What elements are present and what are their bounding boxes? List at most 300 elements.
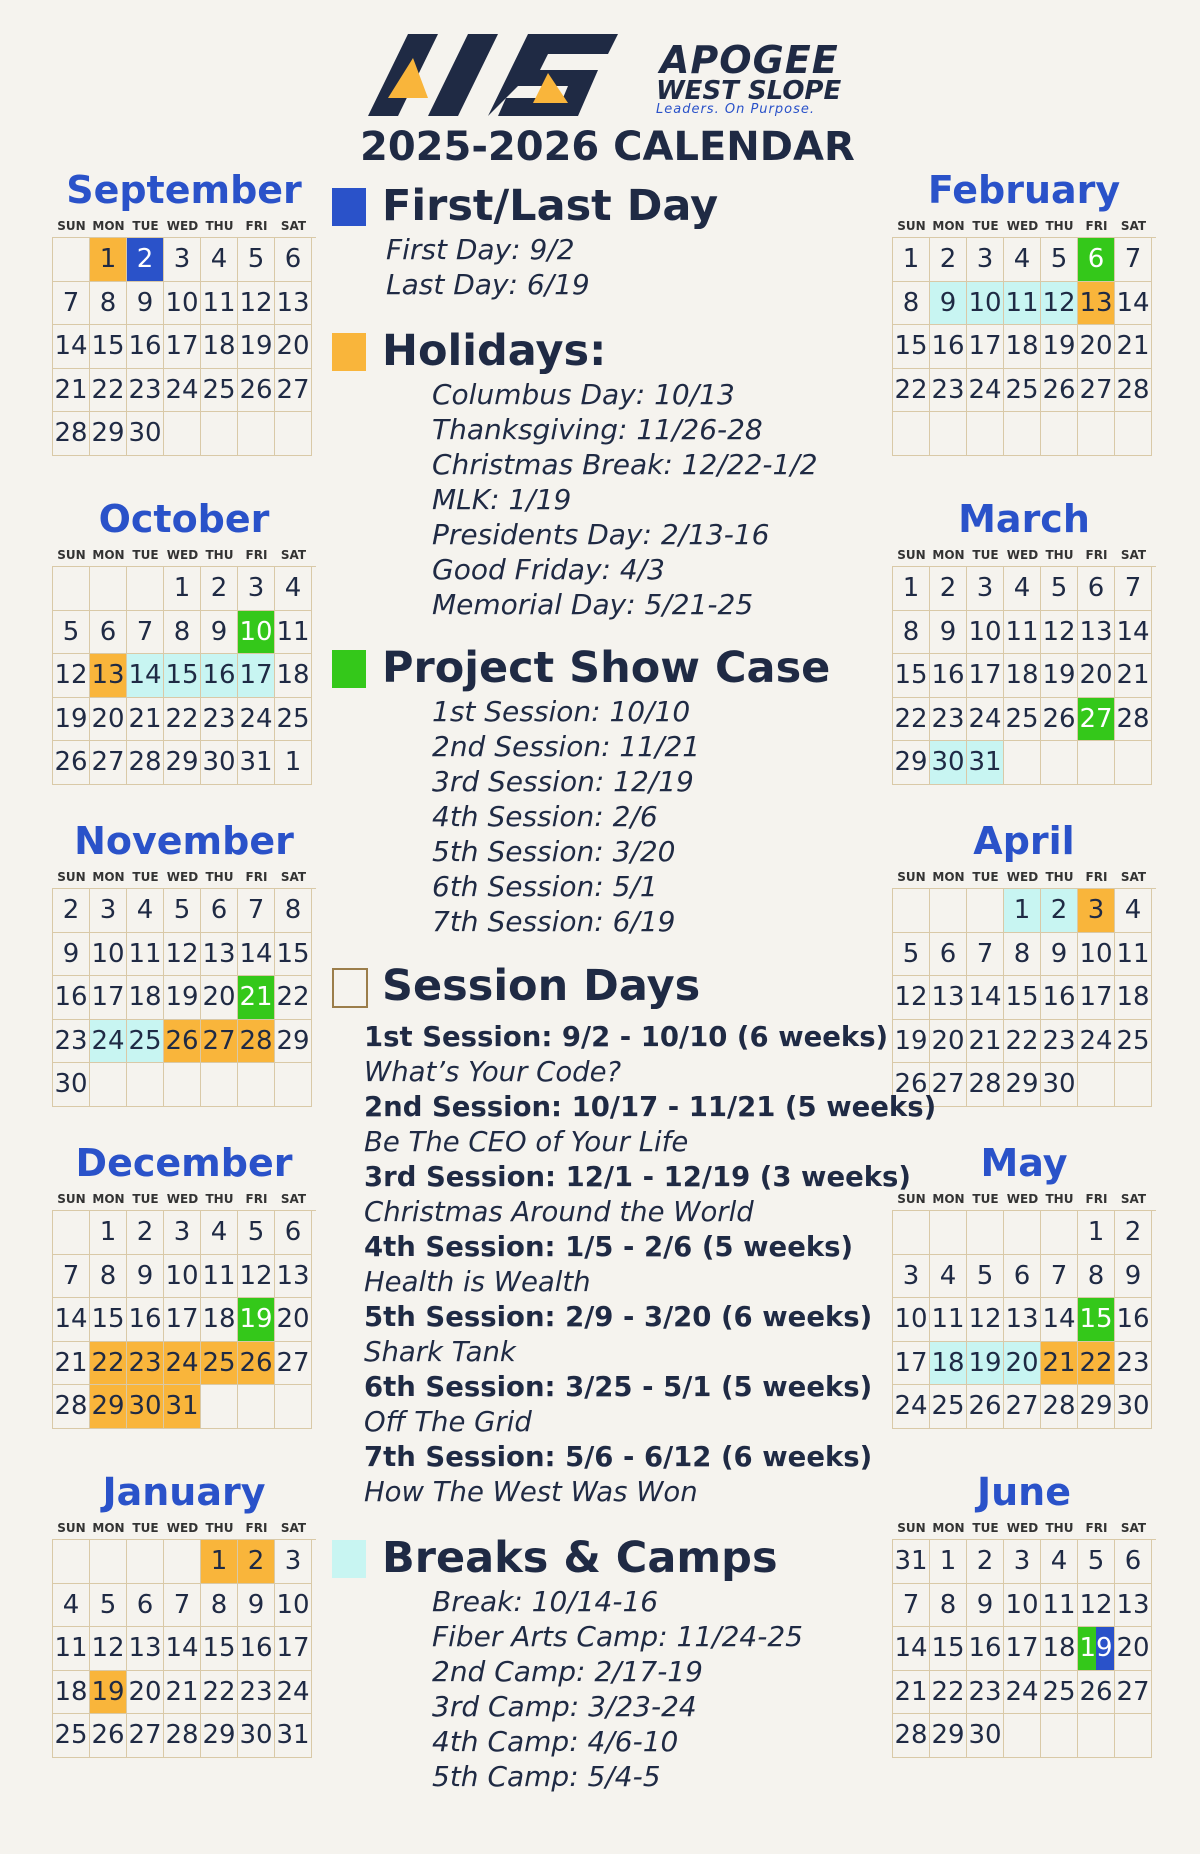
empty-cell [127, 567, 164, 611]
weekday-label: TUE [132, 548, 159, 562]
month-november [52, 816, 316, 1107]
org-name-line1: APOGEE [660, 38, 839, 82]
empty-cell [90, 1063, 127, 1107]
day-cell: 5 [967, 1255, 1004, 1299]
month-name: September [66, 168, 302, 212]
weekday-label: SAT [1120, 219, 1147, 233]
day-cell: 19 [967, 1342, 1004, 1386]
session-dates: 1st Session: 9/2 - 10/10 (6 weeks) [364, 1021, 889, 1053]
empty-cell [1004, 412, 1041, 456]
day-cell: 13 [930, 976, 967, 1020]
day-cell: 6 [201, 889, 238, 933]
day-cell: 15 [90, 325, 127, 369]
day-cell: 8 [1004, 933, 1041, 977]
empty-cell [53, 238, 90, 282]
weekday-label: THU [205, 1521, 234, 1535]
month-october [52, 494, 316, 785]
day-grid [892, 566, 1156, 785]
day-cell: 7 [53, 1255, 90, 1299]
day-cell: 15 [90, 1298, 127, 1342]
day-cell: 13 [127, 1627, 164, 1671]
day-cell: 24 [967, 369, 1004, 413]
day-cell: 17 [893, 1342, 930, 1386]
empty-cell [127, 1540, 164, 1584]
day-cell: 13 [1078, 282, 1115, 326]
day-cell: 17 [1078, 976, 1115, 1020]
day-cell: 21 [1115, 325, 1152, 369]
legend-item: 3rd Camp: 3/23-24 [432, 1690, 697, 1723]
weekday-label: WED [166, 219, 199, 233]
day-cell: 4 [1004, 238, 1041, 282]
empty-cell [275, 1063, 312, 1107]
day-cell: 1 [1004, 889, 1041, 933]
weekday-label: TUE [972, 1521, 999, 1535]
weekday-label: FRI [245, 548, 268, 562]
weekday-label: TUE [972, 548, 999, 562]
day-cell: 27 [1004, 1385, 1041, 1429]
weekday-label: FRI [245, 870, 268, 884]
empty-cell [1078, 1063, 1115, 1107]
day-cell: 1 [930, 1540, 967, 1584]
day-cell: 18 [1115, 976, 1152, 1020]
legend-item: 4th Camp: 4/6-10 [432, 1725, 679, 1758]
legend-item: First Day: 9/2 [386, 233, 575, 266]
day-cell: 18 [930, 1342, 967, 1386]
day-cell: 17 [238, 654, 275, 698]
empty-cell [1078, 412, 1115, 456]
day-cell: 22 [893, 698, 930, 742]
day-cell: 29 [201, 1714, 238, 1758]
weekday-label: TUE [972, 870, 999, 884]
weekday-label: THU [205, 1192, 234, 1206]
month-name: June [976, 1470, 1072, 1514]
weekday-label: THU [205, 870, 234, 884]
day-cell: 3 [967, 567, 1004, 611]
day-cell: 29 [164, 741, 201, 785]
day-cell: 8 [90, 282, 127, 326]
day-cell: 29 [893, 741, 930, 785]
day-cell: 27 [201, 1020, 238, 1064]
day-cell: 28 [53, 412, 90, 456]
cyan-square-icon [332, 1540, 366, 1578]
day-cell: 10 [90, 933, 127, 977]
session-dates: 6th Session: 3/25 - 5/1 (5 weeks) [364, 1371, 873, 1403]
weekday-label: FRI [245, 1521, 268, 1535]
day-cell: 15 [1004, 976, 1041, 1020]
empty-cell [967, 889, 1004, 933]
empty-cell [90, 567, 127, 611]
day-cell: 28 [1041, 1385, 1078, 1429]
day-cell: 27 [1115, 1671, 1152, 1715]
blue-square-icon [332, 188, 366, 226]
day-cell: 10 [164, 282, 201, 326]
day-cell: 13 [1115, 1584, 1152, 1628]
day-cell: 3 [1004, 1540, 1041, 1584]
day-cell: 17 [164, 325, 201, 369]
day-cell: 5 [164, 889, 201, 933]
day-cell: 5 [1078, 1540, 1115, 1584]
weekday-label: THU [1045, 1192, 1074, 1206]
day-cell: 24 [90, 1020, 127, 1064]
day-grid [52, 888, 316, 1107]
weekday-label: SAT [280, 1192, 307, 1206]
month-name: February [927, 168, 1121, 212]
session-theme: Off The Grid [364, 1406, 532, 1438]
day-cell: 24 [1004, 1671, 1041, 1715]
day-cell: 30 [53, 1063, 90, 1107]
session-dates: 5th Session: 2/9 - 3/20 (6 weeks) [364, 1301, 873, 1333]
empty-cell [1041, 412, 1078, 456]
day-cell: 21 [1041, 1342, 1078, 1386]
day-cell: 26 [1078, 1671, 1115, 1715]
day-cell: 2 [201, 567, 238, 611]
weekday-header [53, 866, 316, 888]
empty-cell [164, 1540, 201, 1584]
day-cell: 1 [90, 1211, 127, 1255]
day-cell: 30 [127, 412, 164, 456]
day-cell: 14 [1115, 282, 1152, 326]
day-cell: 14 [53, 325, 90, 369]
day-cell: 13 [201, 933, 238, 977]
empty-cell [238, 412, 275, 456]
weekday-label: THU [1045, 219, 1074, 233]
day-cell: 15 [201, 1627, 238, 1671]
day-cell: 31 [967, 741, 1004, 785]
empty-cell [275, 412, 312, 456]
day-cell: 26 [1041, 698, 1078, 742]
legend-session-days [382, 960, 700, 1012]
weekday-label: FRI [1085, 548, 1108, 562]
day-cell: 27 [127, 1714, 164, 1758]
day-cell: 8 [1078, 1255, 1115, 1299]
weekday-label: SAT [1120, 1521, 1147, 1535]
empty-cell [1078, 1714, 1115, 1758]
day-cell: 22 [1078, 1342, 1115, 1386]
day-cell: 19 [1041, 325, 1078, 369]
day-cell: 4 [930, 1255, 967, 1299]
day-cell: 12 [164, 933, 201, 977]
day-cell: 3 [164, 238, 201, 282]
empty-cell [893, 412, 930, 456]
day-cell: 5 [893, 933, 930, 977]
weekday-label: WED [166, 548, 199, 562]
day-cell: 25 [1041, 1671, 1078, 1715]
legend-item: 2nd Camp: 2/17-19 [432, 1655, 703, 1688]
day-cell: 25 [201, 369, 238, 413]
day-cell: 7 [238, 889, 275, 933]
day-cell: 23 [238, 1671, 275, 1715]
day-cell: 6 [1004, 1255, 1041, 1299]
day-cell: 28 [127, 741, 164, 785]
day-cell: 26 [893, 1063, 930, 1107]
session-theme: How The West Was Won [364, 1476, 698, 1508]
day-cell: 26 [53, 741, 90, 785]
day-cell: 23 [930, 369, 967, 413]
day-cell: 2 [930, 567, 967, 611]
day-cell: 28 [53, 1385, 90, 1429]
day-cell: 29 [90, 412, 127, 456]
day-cell: 4 [1115, 889, 1152, 933]
month-june [892, 1467, 1156, 1758]
day-cell: 22 [90, 369, 127, 413]
day-cell: 22 [930, 1671, 967, 1715]
legend-item: 3rd Session: 12/19 [432, 765, 694, 798]
day-cell: 25 [127, 1020, 164, 1064]
legend-holidays [382, 325, 818, 622]
empty-cell [53, 567, 90, 611]
month-name: November [74, 819, 294, 863]
day-grid [52, 1210, 316, 1429]
weekday-label: MON [932, 1192, 965, 1206]
day-cell: 27 [1078, 369, 1115, 413]
empty-cell [53, 1211, 90, 1255]
day-cell: 14 [164, 1627, 201, 1671]
day-cell: 20 [930, 1020, 967, 1064]
day-cell: 21 [1115, 654, 1152, 698]
day-cell: 4 [1041, 1540, 1078, 1584]
day-cell: 22 [201, 1671, 238, 1715]
month-name: May [980, 1141, 1068, 1185]
day-cell: 31 [238, 741, 275, 785]
day-cell: 26 [90, 1714, 127, 1758]
weekday-label: MON [932, 870, 965, 884]
empty-cell [1115, 1063, 1152, 1107]
day-cell: 24 [967, 698, 1004, 742]
session-dates: 2nd Session: 10/17 - 11/21 (5 weeks) [364, 1091, 937, 1123]
day-cell: 16 [127, 1298, 164, 1342]
weekday-label: SAT [1120, 1192, 1147, 1206]
day-cell: 15 [930, 1627, 967, 1671]
day-cell: 1 [893, 567, 930, 611]
day-cell: 3 [967, 238, 1004, 282]
day-cell: 25 [201, 1342, 238, 1386]
day-cell: 23 [127, 1342, 164, 1386]
session-theme: What’s Your Code? [364, 1056, 622, 1088]
day-cell: 6 [275, 238, 312, 282]
day-cell: 11 [275, 611, 312, 655]
weekday-label: FRI [245, 219, 268, 233]
day-cell: 28 [1115, 698, 1152, 742]
weekday-label: SUN [57, 1192, 86, 1206]
day-cell: 9 [1115, 1255, 1152, 1299]
weekday-label: SUN [897, 548, 926, 562]
month-name: January [102, 1470, 266, 1514]
day-cell: 17 [967, 654, 1004, 698]
empty-cell [1004, 1211, 1041, 1255]
weekday-label: MON [92, 870, 125, 884]
day-cell: 12 [1078, 1584, 1115, 1628]
day-cell: 6 [275, 1211, 312, 1255]
day-grid [892, 1539, 1156, 1758]
day-cell: 15 [1078, 1298, 1115, 1342]
day-cell: 1 [164, 567, 201, 611]
legend-item: Last Day: 6/19 [386, 268, 590, 301]
day-cell: 24 [164, 369, 201, 413]
day-cell: 6 [1078, 238, 1115, 282]
weekday-label: TUE [972, 219, 999, 233]
day-cell: 27 [90, 741, 127, 785]
day-cell: 15 [893, 654, 930, 698]
day-cell: 7 [967, 933, 1004, 977]
weekday-label: WED [1006, 1192, 1039, 1206]
day-cell: 20 [90, 698, 127, 742]
day-cell: 12 [1041, 282, 1078, 326]
day-cell: 26 [238, 369, 275, 413]
day-cell: 16 [127, 325, 164, 369]
day-cell: 30 [930, 741, 967, 785]
day-cell: 26 [238, 1342, 275, 1386]
day-cell: 11 [1115, 933, 1152, 977]
day-cell: 6 [930, 933, 967, 977]
day-cell: 12 [1041, 611, 1078, 655]
day-cell: 7 [1115, 238, 1152, 282]
weekday-header [893, 544, 1156, 566]
weekday-label: WED [1006, 1521, 1039, 1535]
day-cell: 25 [53, 1714, 90, 1758]
weekday-label: WED [166, 870, 199, 884]
legend-title: Project Show Case [382, 643, 831, 693]
month-january [52, 1467, 316, 1758]
day-cell: 24 [275, 1671, 312, 1715]
legend-item: 6th Session: 5/1 [432, 870, 658, 903]
day-grid [52, 566, 316, 785]
day-cell: 26 [1041, 369, 1078, 413]
day-cell: 11 [201, 282, 238, 326]
day-cell: 16 [930, 325, 967, 369]
day-cell: 28 [893, 1714, 930, 1758]
weekday-label: SAT [280, 548, 307, 562]
day-cell: 18 [1004, 654, 1041, 698]
legend-title: Holidays: [382, 326, 607, 376]
weekday-label: SAT [280, 219, 307, 233]
day-cell: 13 [90, 654, 127, 698]
weekday-label: THU [205, 548, 234, 562]
legend-item: Thanksgiving: 11/26-28 [432, 413, 763, 446]
org-tagline: Leaders. On Purpose. [656, 102, 815, 117]
day-cell: 11 [53, 1627, 90, 1671]
month-december [52, 1138, 316, 1429]
day-cell: 8 [164, 611, 201, 655]
legend-item: 1st Session: 10/10 [432, 695, 691, 728]
day-cell: 22 [275, 976, 312, 1020]
day-cell: 29 [275, 1020, 312, 1064]
day-cell: 20 [275, 1298, 312, 1342]
day-cell: 25 [275, 698, 312, 742]
day-cell: 7 [893, 1584, 930, 1628]
day-cell: 3 [164, 1211, 201, 1255]
session-dates: 7th Session: 5/6 - 6/12 (6 weeks) [364, 1441, 873, 1473]
day-cell: 5 [90, 1584, 127, 1628]
day-cell: 10 [967, 611, 1004, 655]
weekday-label: SAT [1120, 870, 1147, 884]
day-cell: 12 [967, 1298, 1004, 1342]
empty-cell [275, 1385, 312, 1429]
weekday-header [53, 1188, 316, 1210]
weekday-label: THU [1045, 1521, 1074, 1535]
day-cell: 9 [238, 1584, 275, 1628]
day-cell: 11 [201, 1255, 238, 1299]
day-cell: 19 [238, 325, 275, 369]
day-cell: 19 [1041, 654, 1078, 698]
empty-cell [1004, 741, 1041, 785]
day-cell: 20 [1078, 325, 1115, 369]
month-name: December [75, 1141, 293, 1185]
empty-cell [1115, 1714, 1152, 1758]
day-cell: 11 [1004, 282, 1041, 326]
day-cell: 7 [1115, 567, 1152, 611]
weekday-label: THU [205, 219, 234, 233]
weekday-label: WED [1006, 219, 1039, 233]
legend-showcase [382, 642, 830, 939]
day-cell: 29 [90, 1385, 127, 1429]
day-cell: 1 [1078, 1211, 1115, 1255]
day-cell: 16 [967, 1627, 1004, 1671]
empty-cell [164, 412, 201, 456]
weekday-label: FRI [1085, 1192, 1108, 1206]
legend-title: First/Last Day [382, 181, 719, 231]
day-cell: 30 [201, 741, 238, 785]
day-cell: 11 [1004, 611, 1041, 655]
day-cell: 13 [275, 282, 312, 326]
day-cell: 18 [1004, 325, 1041, 369]
day-cell: 24 [893, 1385, 930, 1429]
day-cell: 21 [53, 369, 90, 413]
day-cell: 4 [201, 238, 238, 282]
day-cell: 12 [90, 1627, 127, 1671]
day-cell: 29 [1004, 1063, 1041, 1107]
month-name: March [958, 497, 1090, 541]
empty-cell [1041, 1211, 1078, 1255]
month-name: April [973, 819, 1075, 863]
day-cell: 5 [238, 1211, 275, 1255]
day-cell: 12 [238, 282, 275, 326]
day-cell: 2 [53, 889, 90, 933]
day-cell: 30 [1041, 1063, 1078, 1107]
day-cell: 21 [238, 976, 275, 1020]
day-cell: 20 [201, 976, 238, 1020]
day-cell: 23 [201, 698, 238, 742]
day-cell: 7 [127, 611, 164, 655]
day-cell: 14 [1041, 1298, 1078, 1342]
day-cell: 22 [893, 369, 930, 413]
day-cell: 5 [1041, 238, 1078, 282]
legend-item: Columbus Day: 10/13 [432, 378, 735, 411]
day-cell: 30 [238, 1714, 275, 1758]
day-cell: 22 [164, 698, 201, 742]
legend-item: Christmas Break: 12/22-1/2 [432, 448, 818, 481]
day-grid [892, 237, 1156, 456]
day-cell: 19 [90, 1671, 127, 1715]
day-cell: 28 [1115, 369, 1152, 413]
day-cell: 3 [1078, 889, 1115, 933]
org-name-line2: WEST SLOPE [656, 76, 842, 106]
day-cell: 10 [1078, 933, 1115, 977]
weekday-header [53, 1517, 316, 1539]
day-cell: 7 [53, 282, 90, 326]
session-list [364, 1020, 936, 1510]
day-cell: 10 [893, 1298, 930, 1342]
day-cell: 1 [201, 1540, 238, 1584]
day-cell: 24 [1078, 1020, 1115, 1064]
day-cell: 19 [893, 1020, 930, 1064]
day-cell: 21 [893, 1671, 930, 1715]
day-cell: 6 [127, 1584, 164, 1628]
day-cell: 31 [164, 1385, 201, 1429]
empty-cell [1078, 741, 1115, 785]
weekday-label: WED [166, 1521, 199, 1535]
day-cell: 27 [930, 1063, 967, 1107]
day-cell: 17 [164, 1298, 201, 1342]
